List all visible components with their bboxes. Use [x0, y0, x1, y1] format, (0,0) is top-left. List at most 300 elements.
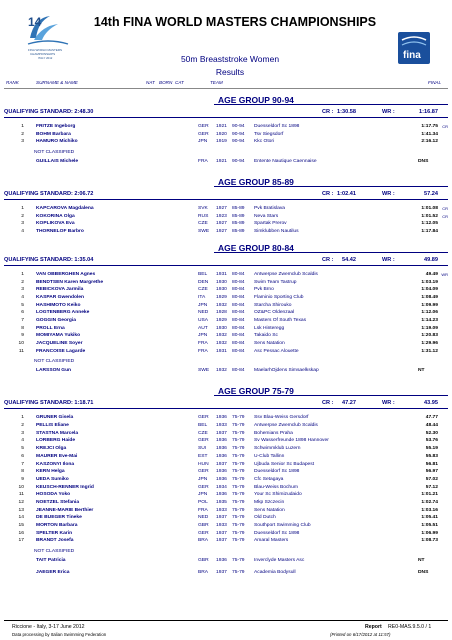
born-cell: 1937: [216, 515, 227, 521]
team-cell: Southport Swimming Club: [254, 523, 311, 528]
footer-report-label: Report: [365, 624, 382, 630]
cat-cell: 75-79: [232, 515, 245, 521]
name-cell: GRUNER Gisela: [36, 415, 74, 421]
rank-cell: 3: [21, 139, 24, 145]
nat-cell: NED: [198, 310, 209, 316]
cat-cell: 85-89: [232, 213, 245, 219]
team-cell: Neva Stars: [254, 213, 279, 219]
name-cell: PELLIS Eliane: [36, 423, 69, 429]
fina-logo: [390, 30, 438, 68]
result-row: [0, 220, 452, 228]
name-cell: VAN OBBERGHEN Agnes: [36, 271, 96, 277]
svg-text:ITALY 2012: ITALY 2012: [38, 56, 53, 60]
col-born: BORN: [159, 80, 173, 85]
born-cell: 1927: [216, 206, 227, 212]
born-cell: 1929: [216, 294, 227, 300]
name-cell: FRITZE Ingeborg: [36, 124, 76, 129]
result-row: [0, 286, 452, 294]
born-cell: 1931: [216, 271, 227, 277]
nat-cell: SVK: [198, 206, 208, 212]
time-cell: 1:05.51: [421, 523, 438, 528]
championship-title: 14th FINA WORLD MASTERS CHAMPIONSHIPS: [93, 15, 377, 29]
team-cell: Takaido Sc: [254, 333, 278, 339]
spacer: [0, 581, 452, 585]
born-cell: 1936: [216, 492, 227, 498]
svg-text:FINA WORLD MASTERS: FINA WORLD MASTERS: [28, 48, 63, 52]
team-cell: Sv Wasserfreunde 1898 Hannover: [254, 438, 329, 444]
nat-cell: GER: [198, 124, 209, 129]
nat-cell: JPN: [198, 139, 208, 145]
nat-cell: EST: [198, 453, 208, 459]
rank-cell: 15: [18, 523, 24, 528]
rank-cell: 10: [18, 484, 24, 490]
col-team: TEAM: [210, 80, 223, 85]
nat-cell: GER: [198, 415, 209, 421]
born-cell: 1920: [216, 131, 227, 137]
result-row: [0, 476, 452, 484]
nat-cell: GER: [198, 469, 209, 475]
name-cell: MORTON Barbara: [36, 523, 78, 528]
cat-cell: 80-84: [232, 279, 245, 285]
cat-cell: 75-79: [232, 558, 245, 564]
event-title: 50m Breaststroke Women: [180, 54, 280, 64]
born-cell: 1936: [216, 453, 227, 459]
team-cell: Sens Natation: [254, 341, 285, 346]
team-cell: Kkc Otori: [254, 139, 275, 145]
born-cell: 1937: [216, 530, 227, 536]
rank-cell: 4: [21, 294, 24, 300]
name-cell: FRANCOISE Lagarde: [36, 348, 86, 354]
time-cell: 1:08.49: [421, 294, 438, 300]
result-row: [0, 445, 452, 453]
cat-cell: 75-79: [232, 453, 245, 459]
time-cell: 57.02: [425, 476, 438, 482]
name-cell: JAEGER Erica: [36, 570, 70, 576]
qualifying-underline: [4, 408, 448, 409]
rank-cell: 3: [21, 287, 24, 293]
result-row: [0, 340, 452, 348]
rank-cell: 11: [18, 492, 24, 498]
team-cell: Antwerpse Zwemclub Scaldis: [254, 423, 318, 429]
footer-report-code: RE0-MAS.9.5.0 / 1: [388, 624, 432, 630]
time-cell: 56.81: [425, 461, 438, 467]
cr-value: 47.27: [342, 400, 356, 407]
born-cell: 1936: [216, 415, 227, 421]
results-list: [0, 92, 452, 585]
rank-cell: 17: [18, 538, 24, 544]
status-cell: NT: [418, 368, 425, 374]
result-row: [0, 213, 452, 221]
cat-cell: 75-79: [232, 446, 245, 452]
record-badge: CR: [442, 213, 448, 219]
not-classified-label-row: [0, 355, 452, 367]
born-cell: 1937: [216, 538, 227, 544]
born-cell: 1937: [216, 430, 227, 436]
result-row: [0, 138, 452, 146]
time-cell: 1:08.73: [421, 538, 438, 544]
time-cell: 1:41.34: [421, 131, 438, 137]
nat-cell: JPN: [198, 333, 208, 339]
result-row: [0, 271, 452, 279]
born-cell: 1932: [216, 368, 227, 374]
name-cell: REBICKOVA Jarmila: [36, 287, 84, 293]
age-group-header: [0, 174, 452, 188]
not-classified-row: [0, 557, 452, 569]
qualifying-underline: [4, 117, 448, 118]
name-cell: KOKORINA Olga: [36, 213, 75, 219]
time-cell: 1:31.12: [421, 348, 438, 354]
result-row: [0, 332, 452, 340]
nat-cell: GER: [198, 484, 209, 490]
nat-cell: CZE: [198, 287, 208, 293]
championship-logo: [24, 8, 72, 60]
time-cell: 1:12.05: [421, 221, 438, 227]
nat-cell: GER: [198, 131, 209, 137]
born-cell: 1932: [216, 302, 227, 308]
rank-cell: 3: [21, 430, 24, 436]
cr-label: CR :: [322, 400, 334, 407]
time-cell: 1:05.41: [421, 515, 438, 521]
nat-cell: DEN: [198, 279, 209, 285]
cat-cell: 75-79: [232, 570, 245, 576]
cat-cell: 75-79: [232, 476, 245, 482]
name-cell: KOPLIKOVA Eva: [36, 221, 75, 227]
nat-cell: AUT: [198, 325, 208, 331]
nat-cell: BRA: [198, 570, 209, 576]
rank-cell: 9: [21, 476, 24, 482]
name-cell: KERN Helga: [36, 469, 65, 475]
age-group-underline: [214, 252, 448, 253]
nat-cell: NED: [198, 515, 209, 521]
cat-cell: 80-84: [232, 325, 245, 331]
col-nat: NAT: [146, 80, 155, 85]
nat-cell: GER: [198, 530, 209, 536]
time-cell: 1:01.21: [421, 492, 438, 498]
name-cell: KASPAR Gwendolen: [36, 294, 85, 300]
result-row: [0, 309, 452, 317]
name-cell: LARSSON Gun: [36, 368, 72, 374]
age-group-title: AGE GROUP 90-94: [218, 95, 294, 105]
rank-cell: 7: [21, 461, 24, 467]
time-cell: 57.12: [425, 484, 438, 490]
time-cell: 1:02.74: [421, 499, 438, 505]
cat-cell: 80-84: [232, 294, 245, 300]
team-cell: MaelarhOjdens Simsaelkskap: [254, 368, 319, 374]
name-cell: MAURER Eve-Mai: [36, 453, 78, 459]
name-cell: LORBERG Haide: [36, 438, 76, 444]
born-cell: 1927: [216, 229, 227, 235]
result-row: [0, 453, 452, 461]
team-cell: Mkp Szczecin: [254, 499, 285, 505]
time-cell: 47.77: [425, 415, 438, 421]
time-cell: 1:03.19: [421, 279, 438, 285]
rank-cell: 16: [18, 530, 24, 536]
rank-cell: 14: [18, 515, 24, 521]
rank-cell: 5: [21, 446, 24, 452]
not-classified-label: NOT CLASSIFIED: [34, 150, 75, 156]
nat-cell: GBR: [198, 558, 209, 564]
result-row: [0, 414, 452, 422]
qualifying-standard: QUALIFYING STANDARD: 1:18.71: [4, 400, 94, 407]
time-cell: 48.44: [425, 423, 438, 429]
nat-cell: SWE: [198, 368, 210, 374]
born-cell: 1933: [216, 523, 227, 528]
rank-cell: 2: [21, 279, 24, 285]
team-cell: Antwerpse Zwemclub Scaldis: [254, 271, 318, 277]
name-cell: GUILLAIS Michele: [36, 159, 79, 165]
born-cell: 1931: [216, 348, 227, 354]
nat-cell: GBR: [198, 523, 209, 528]
nat-cell: SWE: [198, 229, 210, 235]
rank-cell: 1: [21, 271, 24, 277]
born-cell: 1930: [216, 279, 227, 285]
age-group-header: [0, 92, 452, 106]
result-row: [0, 499, 452, 507]
cat-cell: 90-94: [232, 159, 245, 165]
cat-cell: 75-79: [232, 484, 245, 490]
nat-cell: JPN: [198, 302, 208, 308]
cat-cell: 80-84: [232, 302, 245, 308]
rank-cell: 8: [21, 325, 24, 331]
time-cell: 1:12.06: [421, 310, 438, 316]
nat-cell: RUS: [198, 213, 209, 219]
cr-value: 54.42: [342, 256, 356, 263]
team-cell: OZ&PC Oldenzaal: [254, 310, 295, 316]
col-cat: CAT: [175, 80, 184, 85]
nat-cell: BEL: [198, 271, 208, 277]
team-cell: Schwimmklub Luzern: [254, 446, 301, 452]
time-cell: 52.30: [425, 430, 438, 436]
team-cell: Ujbuda Senior Sc Budapest: [254, 461, 315, 467]
born-cell: 1930: [216, 287, 227, 293]
born-cell: 1921: [216, 124, 227, 129]
time-cell: 1:09.99: [421, 302, 438, 308]
result-row: [0, 123, 452, 131]
cr-value: 1:02.41: [337, 191, 356, 198]
status-cell: DNS: [418, 570, 429, 576]
team-cell: Starcha Shirouko: [254, 302, 292, 308]
name-cell: KASZONYI Ilona: [36, 461, 75, 467]
rank-cell: 1: [21, 206, 24, 212]
result-row: [0, 302, 452, 310]
age-group-title: AGE GROUP 75-79: [218, 386, 294, 397]
cat-cell: 75-79: [232, 415, 245, 421]
rank-cell: 6: [21, 310, 24, 316]
born-cell: 1933: [216, 507, 227, 513]
name-cell: SPELTER Karin: [36, 530, 73, 536]
name-cell: UEDA Sumiko: [36, 476, 69, 482]
qualifying-underline: [4, 199, 448, 200]
qualifying-standard-row: [0, 254, 452, 267]
born-cell: 1927: [216, 221, 227, 227]
age-group-underline: [214, 395, 448, 396]
name-cell: PROLL Erna: [36, 325, 65, 331]
cat-cell: 80-84: [232, 287, 245, 293]
cat-cell: 80-84: [232, 317, 245, 323]
cat-cell: 80-84: [232, 333, 245, 339]
footer-divider: [4, 620, 448, 621]
team-cell: Asc Pessac Alouette: [254, 348, 299, 354]
svg-text:14: 14: [28, 15, 42, 29]
cat-cell: 85-89: [232, 229, 245, 235]
time-cell: 1:19.09: [421, 325, 438, 331]
born-cell: 1928: [216, 310, 227, 316]
team-cell: Pvk Brno: [254, 287, 274, 293]
nat-cell: BEL: [198, 423, 208, 429]
qualifying-standard-row: [0, 397, 452, 410]
time-cell: 1:03.16: [421, 507, 438, 513]
nat-cell: SUI: [198, 446, 207, 452]
cat-cell: 80-84: [232, 310, 245, 316]
time-cell: 1:06.99: [421, 530, 438, 536]
born-cell: 1923: [216, 213, 227, 219]
name-cell: MOMIYAMA Yukiko: [36, 333, 81, 339]
wr-label: WR :: [382, 256, 395, 263]
born-cell: 1932: [216, 333, 227, 339]
team-cell: Masters Of South Texas: [254, 317, 307, 323]
cat-cell: 85-89: [232, 221, 245, 227]
team-cell: Pvk Bratislava: [254, 206, 285, 212]
rank-cell: 4: [21, 438, 24, 444]
result-row: [0, 537, 452, 545]
svg-text:fina: fina: [403, 50, 421, 61]
footer-location: Riccione - Italy, 3-17 June 2012: [12, 624, 85, 630]
team-cell: Bohemians Praha: [254, 430, 293, 436]
born-cell: 1937: [216, 570, 227, 576]
rank-cell: 5: [21, 302, 24, 308]
cat-cell: 75-79: [232, 538, 245, 544]
time-cell: 1:20.83: [421, 333, 438, 339]
cat-cell: 85-89: [232, 206, 245, 212]
wr-value: 49.89: [424, 256, 438, 263]
rank-cell: 8: [21, 469, 24, 475]
cat-cell: 75-79: [232, 438, 245, 444]
nat-cell: POL: [198, 499, 208, 505]
result-row: [0, 484, 452, 492]
name-cell: KREJCI Olga: [36, 446, 67, 452]
born-cell: 1936: [216, 476, 227, 482]
rank-cell: 1: [21, 124, 24, 129]
wr-value: 57.24: [424, 191, 438, 198]
rank-cell: 9: [21, 333, 24, 339]
team-cell: Swim Team Tastrup: [254, 279, 297, 285]
born-cell: 1929: [216, 317, 227, 323]
rank-cell: 2: [21, 131, 24, 137]
time-cell: 1:17.84: [421, 229, 438, 235]
time-cell: 2:16.12: [421, 139, 438, 145]
cat-cell: 90-94: [232, 139, 245, 145]
born-cell: 1936: [216, 438, 227, 444]
result-row: [0, 131, 452, 139]
nat-cell: GER: [198, 438, 209, 444]
team-cell: Cfc Setagaya: [254, 476, 284, 482]
name-cell: TAIT Patricia: [36, 558, 66, 564]
result-row: [0, 514, 452, 522]
not-classified-row: [0, 569, 452, 581]
born-cell: 1936: [216, 446, 227, 452]
born-cell: 1933: [216, 423, 227, 429]
result-row: [0, 294, 452, 302]
not-classified-label: NOT CLASSIFIED: [34, 549, 75, 555]
result-row: [0, 491, 452, 499]
time-cell: 1:17.75: [421, 124, 438, 129]
born-cell: 1937: [216, 461, 227, 467]
qualifying-standard: QUALIFYING STANDARD: 2:48.30: [4, 109, 94, 115]
cat-cell: 90-94: [232, 131, 245, 137]
not-classified-label: NOT CLASSIFIED: [34, 359, 75, 365]
team-cell: Blau-Weiss Bochum: [254, 484, 298, 490]
svg-text:CHAMPIONSHIPS: CHAMPIONSHIPS: [30, 52, 56, 56]
nat-cell: FRA: [198, 341, 208, 346]
name-cell: KAPCAROVA Magdalena: [36, 206, 94, 212]
team-cell: Duesseldorf Sc 1898: [254, 124, 300, 129]
cat-cell: 75-79: [232, 461, 245, 467]
qualifying-standard: QUALIFYING STANDARD: 2:06.72: [4, 191, 94, 198]
result-row: [0, 437, 452, 445]
name-cell: DE BUEGER Tineke: [36, 515, 82, 521]
wr-value: 1:16.87: [419, 109, 438, 115]
name-cell: NOETZEL Stefania: [36, 499, 80, 505]
age-group-title: AGE GROUP 80-84: [218, 242, 294, 253]
qualifying-underline: [4, 265, 448, 266]
cr-value: 1:30.58: [337, 109, 356, 115]
wr-label: WR :: [382, 191, 395, 198]
rank-cell: 7: [21, 317, 24, 323]
not-classified-label-row: [0, 545, 452, 557]
rank-cell: 12: [18, 499, 24, 505]
cr-label: CR :: [322, 191, 334, 198]
cat-cell: 75-79: [232, 499, 245, 505]
result-row: [0, 317, 452, 325]
age-group-header: [0, 383, 452, 397]
result-row: [0, 279, 452, 287]
name-cell: HOSODA Yoko: [36, 492, 71, 498]
time-cell: 1:01.08: [421, 206, 438, 212]
record-badge: WR: [441, 271, 448, 277]
nat-cell: USA: [198, 317, 209, 323]
cat-cell: 80-84: [232, 341, 245, 346]
result-row: [0, 461, 452, 469]
team-cell: Amaral Masters: [254, 538, 289, 544]
rank-cell: 11: [18, 348, 24, 354]
time-cell: 1:01.52: [421, 213, 438, 219]
column-headers: [4, 80, 448, 88]
wr-label: WR :: [382, 109, 395, 115]
page-footer: [0, 618, 452, 640]
name-cell: GOGGIN Georgia: [36, 317, 76, 323]
result-row: [0, 228, 452, 236]
team-cell: Ssv Blau-Weiss Gersdorf: [254, 415, 309, 421]
result-row: [0, 422, 452, 430]
record-badge: CR: [442, 206, 448, 212]
cr-label: CR :: [322, 109, 334, 115]
rank-cell: 4: [21, 229, 24, 235]
col-rank: RANK: [6, 80, 19, 85]
not-classified-row: [0, 367, 452, 379]
team-cell: Sens Natation: [254, 507, 285, 513]
col-name: SURNAME & NAME: [36, 80, 78, 85]
not-classified-row: [0, 158, 452, 170]
nat-cell: FRA: [198, 159, 208, 165]
phase-title: Results: [215, 67, 245, 77]
age-group-header: [0, 240, 452, 254]
time-cell: 1:04.09: [421, 287, 438, 293]
wr-label: WR :: [382, 400, 395, 407]
result-row: [0, 430, 452, 438]
cat-cell: 75-79: [232, 523, 245, 528]
nat-cell: JPN: [198, 492, 208, 498]
nat-cell: ITA: [198, 294, 206, 300]
